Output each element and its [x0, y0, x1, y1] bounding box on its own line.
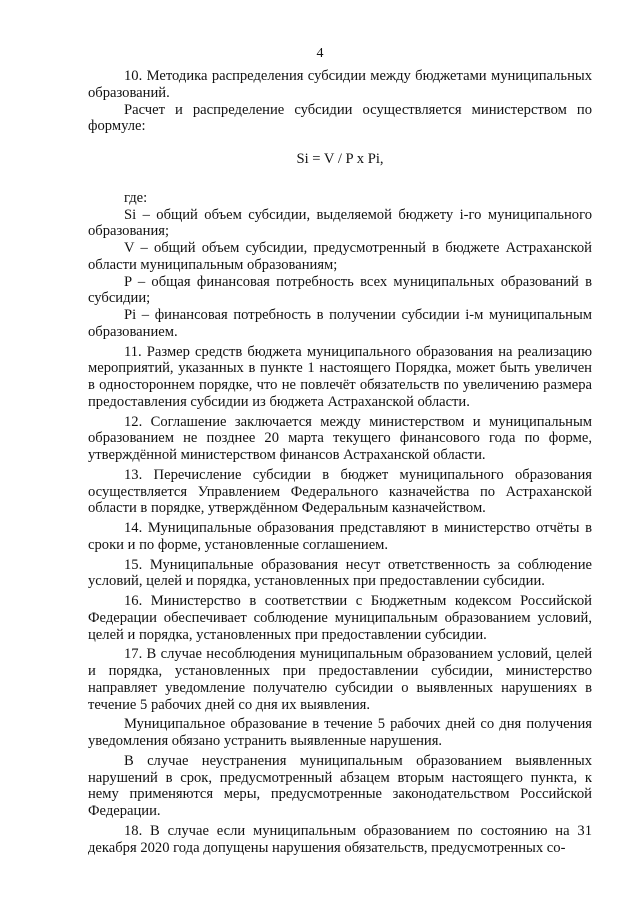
- definition-si: Si – общий объем субсидии, выделяемой бюджету i-го муниципального образования;: [88, 206, 592, 240]
- paragraph-10-heading: 10. Методика распределения субсидии между бюджетами муниципальных образований.: [88, 68, 592, 101]
- page-number: 4: [316, 46, 324, 61]
- paragraph-12: 12. Соглашение заключается между министерством и муниципальным образованием не позднее 20 марта текущего финансового года по форме, утверждённой министерством финансов Астраханской области.: [88, 413, 592, 463]
- paragraph-17: 17. В случае несоблюдения муниципальным образованием условий, целей и порядка, установленных при предоставлении субсидии, министерство направляет уведомление получателю субсидии о выявленных нарушениях в течение 5 рабочих дней со дня их выявления.: [88, 646, 592, 713]
- formula: Si = V / P x Pi,: [296, 151, 384, 167]
- definition-v: V – общий объем субсидии, предусмотренный в бюджете Астраханской области муниципальным образованиям;: [88, 240, 592, 273]
- definition-p: P – общая финансовая потребность всех муниципальных образований в субсидии;: [88, 273, 592, 307]
- definition-pi: Pi – финансовая потребность в получении субсидии i-м муниципальным образованием.: [88, 307, 592, 340]
- paragraph-17-notice: Муниципальное образование в течение 5 рабочих дней со дня получения уведомления обязано устранить выявленные нарушения.: [88, 716, 592, 749]
- paragraph-17-measures: В случае неустранения муниципальным образованием выявленных нарушений в срок, предусмотренный абзацем вторым настоящего пункта, к нему применяются меры, предусмотренные законодательством Российской Федерации.: [88, 752, 592, 819]
- paragraph-15: 15. Муниципальные образования несут ответственность за соблюдение условий, целей и порядка, установленных при предоставлении субсидии.: [88, 556, 592, 590]
- paragraph-14: 14. Муниципальные образования представляют в министерство отчёты в сроки и по форме, установленные соглашением.: [88, 520, 592, 553]
- paragraph-11: 11. Размер средств бюджета муниципального образования на реализацию мероприятий, указанных в пункте 1 настоящего Порядка, может быть увеличен в одностороннем порядке, что не повлечёт обязательств по увеличению размера предоставления субсидии из бюджета Астраханской области.: [88, 343, 592, 410]
- paragraph-16: 16. Министерство в соответствии с Бюджетным кодексом Российской Федерации обеспечивает соблюдение муниципальным образованием условий, целей и порядка, установленных при предоставлении субсидии.: [88, 593, 592, 643]
- paragraph-13: 13. Перечисление субсидии в бюджет муниципального образования осуществляется Управлением Федерального казначейства по Астраханской области в порядке, утверждённом Федеральным казначейством.: [88, 466, 592, 517]
- paragraph-calculation-intro: Расчет и распределение субсидии осуществляется министерством по формуле:: [88, 101, 592, 135]
- document-body: [88, 68, 592, 856]
- formula-where: где:: [124, 189, 148, 206]
- paragraph-18: 18. В случае если муниципальным образованием по состоянию на 31 декабря 2020 года допущены нарушения обязательств, предусмотренных со-: [88, 822, 592, 856]
